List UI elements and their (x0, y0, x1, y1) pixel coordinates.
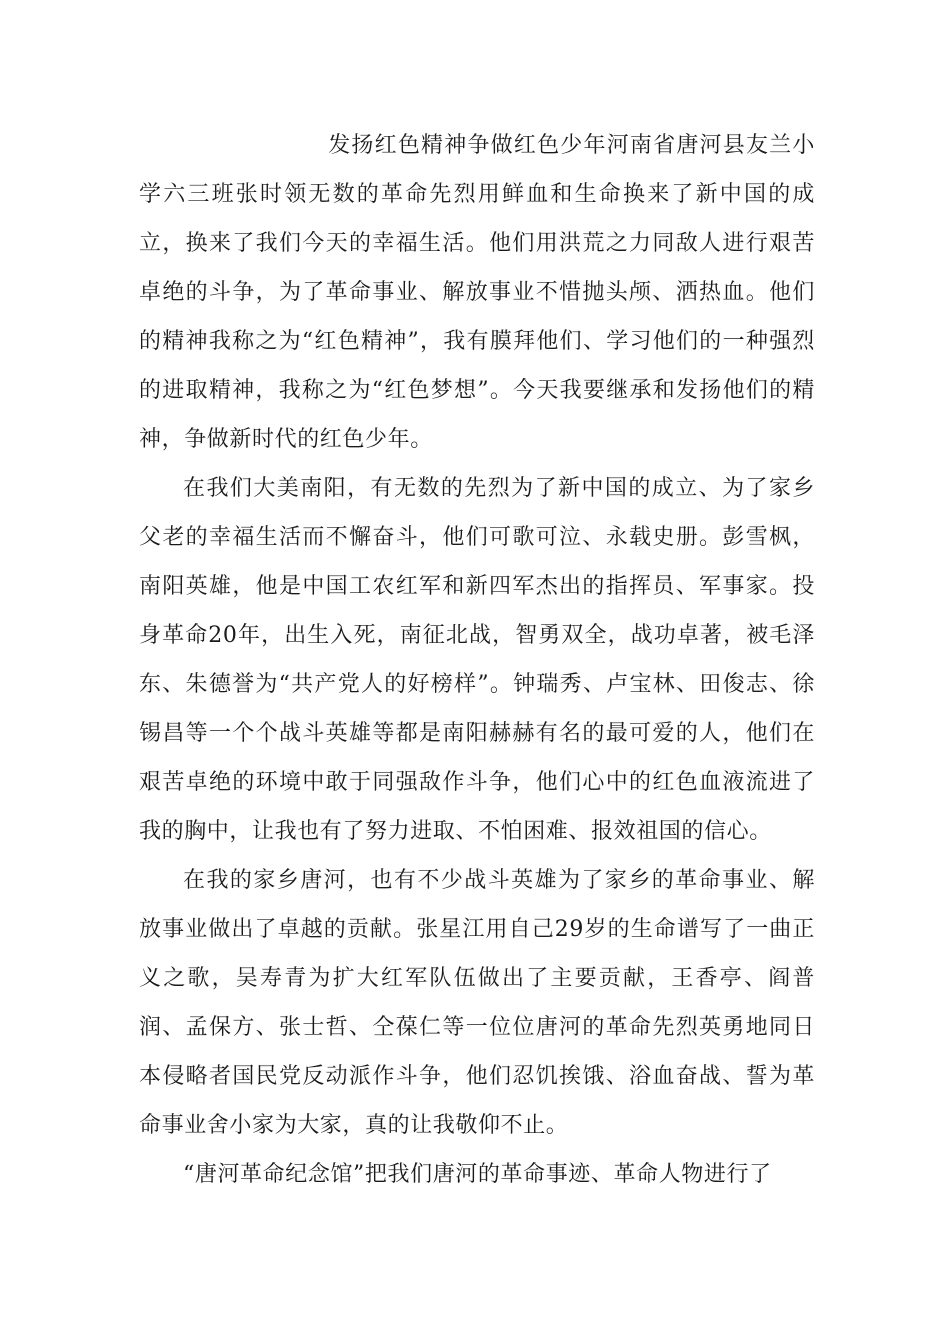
paragraph-tanghe-heroes: 在我的家乡唐河，也有不少战斗英雄为了家乡的革命事业、解放事业做出了卓越的贡献。张星江用自己29岁的生命谱写了一曲正义之歌，吴寿青为扩大红军队伍做出了主要贡献，王香亭、阎普润、孟保方、张士哲、仝葆仁等一位位唐河的革命先烈英勇地同日本侵略者国民党反动派作斗争，他们忍饥挨饿、浴血奋战、誓为革命事业舍小家为大家，真的让我敬仰不止。 (139, 868, 815, 1138)
paragraph-title-intro: 发扬红色精神争做红色少年河南省唐河县友兰小学六三班张时领无数的革命先烈用鲜血和生命换来了新中国的成立，换来了我们今天的幸福生活。他们用洪荒之力同敌人进行艰苦卓绝的斗争，为了革命事业、解放事业不惜抛头颅、洒热血。他们的精神我称之为“红色精神”，我有膜拜他们、学习他们的一种强烈的进取精神，我称之为“红色梦想”。今天我要继承和发扬他们的精神，争做新时代的红色少年。 (139, 133, 815, 452)
paragraph-memorial-hall: “唐河革命纪念馆”把我们唐河的革命事迹、革命人物进行了 (183, 1162, 772, 1187)
paragraph-nanyang-heroes: 在我们大美南阳，有无数的先烈为了新中国的成立、为了家乡父老的幸福生活而不懈奋斗，他们可歌可泣、永载史册。彭雪枫，南阳英雄，他是中国工农红军和新四军杰出的指挥员、军事家。投身革命20年，出生入死，南征北战，智勇双全，战功卓著，被毛泽东、朱德誉为“共产党人的好榜样”。钟瑞秀、卢宝林、田俊志、徐锡昌等一个个战斗英雄等都是南阳赫赫有名的最可爱的人，他们在艰苦卓绝的环境中敢于同强敌作斗争，他们心中的红色血液流进了我的胸中，让我也有了努力进取、不怕困难、报效祖国的信心。 (139, 476, 815, 844)
document-body (139, 121, 815, 1199)
